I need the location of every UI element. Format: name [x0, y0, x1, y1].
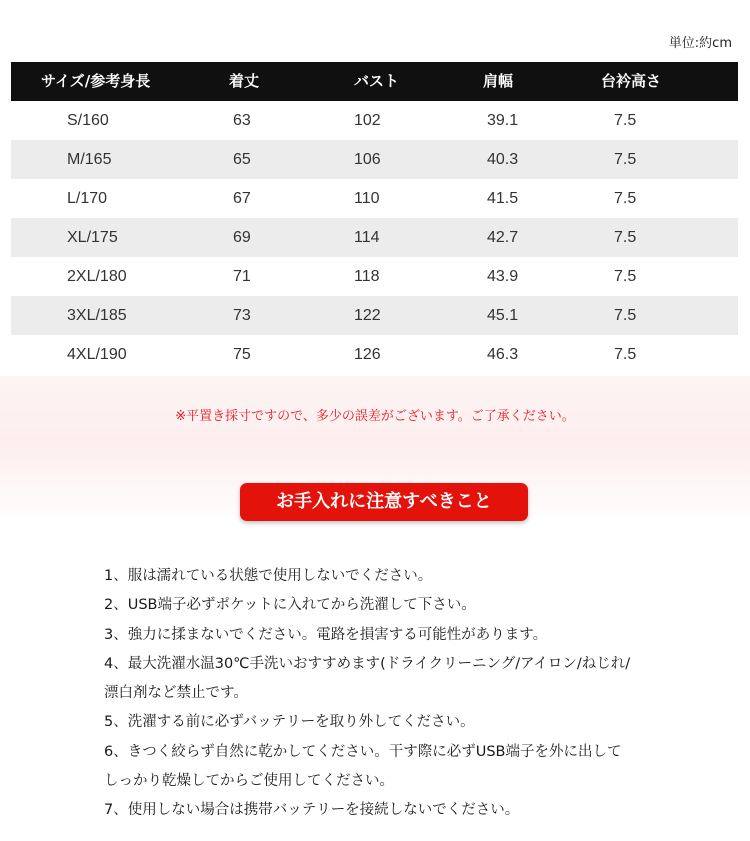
header-shoulder: 肩幅	[483, 72, 514, 90]
table-row	[11, 257, 738, 296]
care-line: 4、最大洗濯水温30℃手洗いおすすめます(ドライクリーニング/アイロン/ねじれ/	[104, 655, 631, 672]
care-line: 1、服は濡れている状態で使用しないでください。	[104, 568, 433, 584]
cell-size: M/165	[67, 151, 112, 168]
cell-length: 63	[233, 112, 251, 129]
cell-shoulder: 45.1	[487, 307, 519, 324]
cell-bust: 106	[354, 151, 381, 168]
cell-length: 71	[233, 268, 251, 285]
cell-bust: 126	[354, 346, 381, 363]
unit-label: 単位:約cm	[668, 36, 732, 51]
cell-bust: 110	[354, 190, 380, 207]
cell-shoulder: 40.3	[487, 151, 519, 168]
header-bust: バスト	[354, 72, 400, 90]
care-line: 漂白剤など禁止です。	[104, 685, 248, 702]
cell-length: 65	[233, 151, 251, 168]
care-line: 3、強力に揉まないでください。電路を損害する可能性があります。	[104, 626, 548, 643]
cell-length: 75	[233, 346, 251, 363]
cell-collar: 7.5	[614, 346, 637, 363]
table-row	[11, 335, 738, 374]
care-line: 5、洗濯する前に必ずバッテリーを取り外してください。	[104, 714, 475, 731]
care-line: 7、使用しない場合は携帯バッテリーを接続しないでください。	[104, 802, 520, 819]
cell-collar: 7.5	[614, 268, 637, 285]
cell-bust: 114	[354, 229, 380, 246]
table-row	[11, 101, 738, 140]
cell-size: 3XL/185	[67, 307, 127, 324]
cell-collar: 7.5	[614, 151, 637, 168]
cell-shoulder: 43.9	[487, 268, 519, 285]
care-line: 2、USB端子必ずポケットに入れてから洗濯して下さい。	[104, 597, 476, 614]
cell-shoulder: 41.5	[487, 190, 519, 207]
cell-bust: 122	[354, 307, 381, 324]
cell-bust: 102	[354, 112, 381, 129]
cell-collar: 7.5	[614, 112, 637, 129]
cell-size: L/170	[67, 190, 108, 207]
cell-shoulder: 46.3	[487, 346, 519, 363]
cell-size: 4XL/190	[67, 346, 127, 363]
cell-collar: 7.5	[614, 190, 637, 207]
size-table	[11, 62, 738, 374]
cell-length: 67	[233, 190, 251, 207]
table-row	[11, 140, 738, 179]
table-body	[11, 101, 738, 374]
care-instructions	[104, 562, 724, 826]
care-title: お手入れに注意すべきこと	[240, 483, 528, 521]
table-row	[11, 179, 738, 218]
header-collar: 台衿高さ	[601, 72, 662, 90]
care-line: しっかり乾燥してからご使用してください。	[104, 773, 394, 790]
table-header	[11, 62, 738, 101]
table-row	[11, 296, 738, 335]
header-size: サイズ/参考身長	[41, 72, 151, 90]
cell-length: 73	[233, 307, 251, 324]
cell-collar: 7.5	[614, 229, 637, 246]
measurement-note: ※平置き採寸ですので、多少の誤差がございます。ご了承ください。	[175, 409, 575, 424]
cell-bust: 118	[354, 268, 380, 285]
cell-size: 2XL/180	[67, 268, 127, 285]
cell-size: S/160	[67, 112, 109, 129]
header-length: 着丈	[229, 72, 260, 90]
cell-shoulder: 42.7	[487, 229, 519, 246]
table-row	[11, 218, 738, 257]
cell-shoulder: 39.1	[487, 112, 519, 129]
care-line: 6、きつく絞らず自然に乾かしてください。干す際に必ずUSB端子を外に出して	[104, 743, 622, 760]
cell-length: 69	[233, 229, 251, 246]
cell-size: XL/175	[67, 229, 118, 246]
cell-collar: 7.5	[614, 307, 637, 324]
